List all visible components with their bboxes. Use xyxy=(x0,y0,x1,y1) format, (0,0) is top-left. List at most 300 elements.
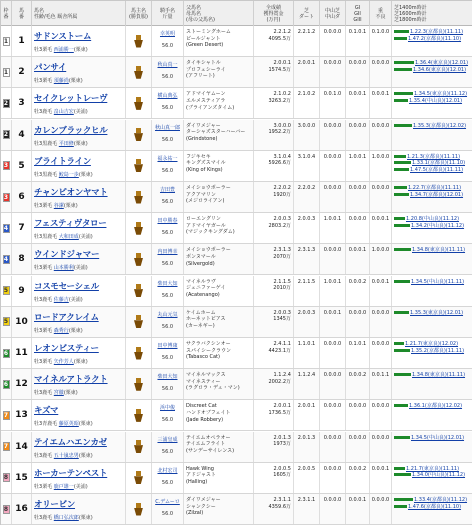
time-bar xyxy=(394,280,410,283)
horse-number: 5 xyxy=(12,151,32,181)
race-time-link[interactable]: 1.47.6(京都良)(11.10) xyxy=(408,503,462,510)
stable-region: (美浦) xyxy=(73,109,88,116)
broodmare-sire: (サンデーサイレンス) xyxy=(186,447,235,454)
jockey-link[interactable]: 田中博康 xyxy=(157,343,178,349)
jockey-cell xyxy=(152,276,184,306)
horse-name-link[interactable]: チャンピオンヤマト xyxy=(34,188,108,198)
time-bar xyxy=(394,342,404,345)
stable-region: (美浦) xyxy=(68,296,83,303)
race-time-link[interactable]: 1.34.7(京都良)(12.01) xyxy=(410,191,464,198)
carried-weight: 56.0 xyxy=(161,355,174,361)
dam-name: ボンヌマール xyxy=(186,253,216,260)
waku-badge: 3 xyxy=(3,193,9,201)
prize-money: 1345万 xyxy=(273,316,291,323)
race-time-link[interactable]: 1.21.3(京都良)(11.11) xyxy=(407,153,461,160)
turf-record: 2.0.0.3 xyxy=(294,213,320,243)
race-time-link[interactable]: 1.34.0(中山良)(11.12) xyxy=(412,472,466,479)
horse-info xyxy=(34,420,125,427)
sire-name: アドマイヤムーン xyxy=(186,91,226,98)
trainer-link[interactable]: 五十嵐忠男 xyxy=(53,452,79,459)
broodmare-sire: (メジロライアン) xyxy=(186,198,225,205)
trainer-link[interactable]: 須藤尚 xyxy=(53,78,69,85)
waku-cell xyxy=(1,26,12,56)
pedigree-cell xyxy=(184,400,254,430)
trainer-link[interactable]: 藤原英昭 xyxy=(58,421,79,428)
waku-cell xyxy=(1,182,12,212)
trainer-link[interactable]: 谷潔 xyxy=(53,203,64,209)
silk-cell xyxy=(126,151,152,181)
time-line xyxy=(394,348,472,355)
times-cell xyxy=(392,57,472,87)
race-time-link[interactable]: 1.33.1(京都良)(11.10) xyxy=(412,160,466,167)
horse-cell xyxy=(32,400,126,430)
horse-name-link[interactable]: キズマ xyxy=(34,406,59,417)
horse-cell xyxy=(32,120,126,150)
time-line xyxy=(394,223,472,230)
turf-record: 2.3.1.3 xyxy=(294,244,320,274)
trainer-link[interactable]: 橋口弘次郎 xyxy=(53,515,79,521)
heavy-record: 0.0.0.0 xyxy=(370,57,392,87)
waku-badge: 2 xyxy=(3,131,9,139)
jockey-link[interactable]: 丸山元気 xyxy=(157,311,178,318)
jockey-cell xyxy=(152,494,184,524)
table-row xyxy=(1,26,472,57)
time-bar xyxy=(394,30,409,33)
coat-color: 鹿毛 xyxy=(42,296,53,303)
sire-name: テイエムオペラオー xyxy=(186,434,231,441)
table-row xyxy=(1,432,472,463)
sire-name: ケイムホーム xyxy=(186,309,216,316)
coat-color: 栗毛 xyxy=(42,327,53,334)
table-row xyxy=(1,400,472,431)
time-line xyxy=(394,167,472,174)
jockey-cell xyxy=(152,244,184,274)
nakayama-record: 0.0.0.0 xyxy=(320,494,346,524)
horse-info xyxy=(34,108,125,115)
times-cell xyxy=(392,494,472,524)
graded-record: 0.0.0.2 xyxy=(346,463,370,493)
prize-money: 4423.1万 xyxy=(268,347,291,354)
stable-region: (栗東) xyxy=(78,452,93,459)
jockey-cell xyxy=(152,307,184,337)
overall-record: 2.4.1.1 xyxy=(273,341,291,347)
horse-info xyxy=(34,358,125,365)
racing-silk-icon xyxy=(134,253,143,266)
race-time-link[interactable]: 1.36.1(京都良)(12.02) xyxy=(409,403,463,410)
carried-weight: 56.0 xyxy=(161,261,174,268)
table-row xyxy=(1,463,472,494)
sex-age: 牡3 xyxy=(34,265,43,272)
jockey-link[interactable]: C.デムーロ xyxy=(155,499,180,505)
jockey-link[interactable]: 吉田豊 xyxy=(159,187,175,193)
waku-badge: 5 xyxy=(3,287,9,295)
time-line xyxy=(394,435,472,442)
graded-record: 0.0.0.2 xyxy=(346,276,370,306)
race-time-link[interactable]: 1.34.6(東京良)(12.01) xyxy=(413,66,467,73)
racing-silk-icon xyxy=(134,66,143,79)
silk-cell xyxy=(126,26,152,56)
stable-region: (栗東) xyxy=(73,47,88,53)
horse-number: 10 xyxy=(12,307,32,337)
waku-badge: 8 xyxy=(3,505,9,513)
coat-color: 栗毛 xyxy=(42,483,53,490)
jockey-cell xyxy=(152,57,184,87)
time-bar xyxy=(394,155,406,158)
racing-silk-icon xyxy=(134,503,143,516)
horse-info xyxy=(34,327,125,334)
waku-cell xyxy=(1,151,12,181)
waku-cell xyxy=(1,463,12,493)
race-time-link[interactable]: 1.21.7(東京良)(11.11) xyxy=(406,465,460,472)
header-pedigree: 父馬名 母馬名 (母の父馬名) xyxy=(184,1,254,26)
jockey-cell xyxy=(152,182,184,212)
prize-money: 1920万 xyxy=(273,191,291,198)
sex-age: 牡3 xyxy=(34,234,43,241)
times-cell xyxy=(392,151,472,181)
header-num: 馬 番 xyxy=(12,1,32,26)
horse-number: 1 xyxy=(12,26,32,56)
times-cell xyxy=(392,88,472,118)
time-bar xyxy=(394,473,411,476)
time-line xyxy=(394,403,472,410)
dam-name: テイエムフライト xyxy=(186,441,226,448)
trainer-link[interactable]: 森秀行 xyxy=(53,327,69,334)
race-time-link[interactable]: 1.35.4(中山良)(12.01) xyxy=(409,97,463,104)
record-cell xyxy=(254,369,294,399)
horse-cell xyxy=(32,307,126,337)
pedigree-cell xyxy=(184,213,254,243)
time-bar xyxy=(394,68,412,71)
jockey-cell xyxy=(152,400,184,430)
horse-name-link[interactable]: ロードアクレイム xyxy=(34,312,99,323)
turf-record: 2.0.1.3 xyxy=(294,432,320,462)
pedigree-cell xyxy=(184,182,254,212)
times-cell xyxy=(392,244,472,274)
turf-record: 3.0.0.0 xyxy=(294,120,320,150)
horse-name-link[interactable]: マイネルアトラクト xyxy=(34,375,108,386)
carried-weight: 56.0 xyxy=(161,323,174,330)
jockey-cell xyxy=(152,432,184,462)
nakayama-record: 0.0.1.0 xyxy=(320,88,346,118)
jockey-link[interactable]: 浜中俊 xyxy=(159,405,175,412)
waku-cell xyxy=(1,120,12,150)
horse-cell xyxy=(32,26,126,56)
pedigree-cell xyxy=(184,494,254,524)
horse-name-link[interactable]: フェスティヴタロー xyxy=(34,219,107,230)
coat-color: 栗毛 xyxy=(42,265,53,272)
jockey-link[interactable]: 三浦皇成 xyxy=(157,436,178,443)
time-line xyxy=(394,310,472,317)
record-cell xyxy=(254,213,294,243)
race-time-link[interactable]: 1.47.5(京都良)(11.11) xyxy=(410,166,464,173)
jockey-link[interactable]: 秋山真一 xyxy=(157,62,178,69)
horse-name-link[interactable]: コスモセーシェル xyxy=(34,281,99,292)
racing-silk-icon xyxy=(134,159,143,172)
times-cell xyxy=(392,338,472,368)
table-row xyxy=(1,120,472,151)
jockey-link[interactable]: 秋山真一郎 xyxy=(154,124,180,131)
coat-color: 栗毛 xyxy=(42,47,53,53)
waku-cell xyxy=(1,494,12,524)
sire-name: Hawk Wing xyxy=(186,465,214,472)
trainer-link[interactable]: 平田修 xyxy=(58,140,74,147)
waku-badge: 7 xyxy=(3,411,9,419)
time-line xyxy=(394,91,472,98)
header-waku: 枠 番 xyxy=(1,1,12,26)
waku-badge: 6 xyxy=(3,380,9,388)
record-cell xyxy=(254,244,294,274)
horse-number: 6 xyxy=(12,182,32,212)
graded-record: 0.0.0.1 xyxy=(346,494,370,524)
trainer-link[interactable]: 畠山吉宏 xyxy=(53,109,74,116)
heavy-record: 0.0.0.1 xyxy=(370,276,392,306)
horse-cell xyxy=(32,463,126,493)
record-cell xyxy=(254,276,294,306)
broodmare-sire: (Tabasco Cat) xyxy=(186,354,220,361)
sire-name: マイネルマックス xyxy=(186,372,226,379)
heavy-record: 0.1.0.0 xyxy=(370,26,392,56)
sex-age: 牡3 xyxy=(34,47,43,53)
horse-number: 3 xyxy=(12,88,32,118)
turf-record: 2.2.0.2 xyxy=(294,182,320,212)
race-time-link[interactable]: 1.22.7(京都良)(11.11) xyxy=(408,185,462,191)
broodmare-sire: (Green Desert) xyxy=(186,42,224,49)
graded-record: 0.1.0.1 xyxy=(346,26,370,56)
nakayama-record: 1.0.0.1 xyxy=(320,276,346,306)
graded-record: 0.0.0.0 xyxy=(346,307,370,337)
coat-color: 鹿毛 xyxy=(42,109,53,116)
horse-cell xyxy=(32,151,126,181)
broodmare-sire: (アフリート) xyxy=(186,73,215,80)
jockey-cell xyxy=(152,369,184,399)
trainer-link[interactable]: 鹿戸雄一 xyxy=(53,483,74,490)
broodmare-sire: (King of Kings) xyxy=(186,166,223,173)
race-time-link[interactable]: 1.35.3(京都良)(12.02) xyxy=(413,122,467,129)
record-cell xyxy=(254,88,294,118)
horse-name-link[interactable]: ウインドジャマー xyxy=(34,250,100,261)
race-time-link[interactable]: 1.22.3(京都良)(11.11) xyxy=(410,29,464,35)
overall-record: 2.0.0.3 xyxy=(273,216,291,223)
waku-cell xyxy=(1,432,12,462)
jockey-link[interactable]: 柴田大知 xyxy=(157,374,178,381)
race-time-link[interactable]: 1.20.8(中山良)(11.12) xyxy=(406,216,460,223)
prize-money: 2803.2万 xyxy=(268,222,291,229)
race-time-link[interactable]: 1.35.3(東京良)(12.01) xyxy=(410,309,464,316)
coat-color: 黒鹿毛 xyxy=(42,234,58,241)
race-time-link[interactable]: 1.21.7(東京良)(12.02) xyxy=(405,341,459,347)
race-time-link[interactable]: 1.47.2(京都良)(11.10) xyxy=(408,35,462,42)
race-time-link[interactable]: 1.36.4(東京良)(12.01) xyxy=(415,60,469,67)
nakayama-record: 1.0.0.1 xyxy=(320,213,346,243)
jockey-cell xyxy=(152,120,184,150)
time-bar xyxy=(394,161,411,164)
times-cell xyxy=(392,307,472,337)
nakayama-record: 0.0.0.0 xyxy=(320,57,346,87)
pedigree-cell xyxy=(184,151,254,181)
waku-cell xyxy=(1,244,12,274)
waku-cell xyxy=(1,307,12,337)
sex-age: 牡3 xyxy=(34,390,43,397)
pedigree-cell xyxy=(184,463,254,493)
horse-cell xyxy=(32,244,126,274)
racing-silk-icon xyxy=(134,315,143,328)
prize-money: 3263.2万 xyxy=(268,97,291,104)
waku-badge: 5 xyxy=(3,318,9,326)
waku-badge: 1 xyxy=(3,37,9,45)
race-time-link[interactable]: 1.34.2(中山良)(11.12) xyxy=(411,222,465,229)
time-line xyxy=(394,29,472,36)
silk-cell xyxy=(126,213,152,243)
broodmare-sire: (マジックキングダム) xyxy=(186,229,235,236)
carried-weight: 56.0 xyxy=(161,417,174,424)
overall-record: 2.3.1.3 xyxy=(273,247,291,254)
jockey-link[interactable]: 田中勝春 xyxy=(157,218,178,225)
table-row xyxy=(1,307,472,338)
race-time-link[interactable]: 1.35.2(京都良)(11.11) xyxy=(411,347,465,354)
jockey-link[interactable]: 内田博幸 xyxy=(157,249,178,256)
header-jockey: 騎手名 斤量 xyxy=(152,1,184,26)
horse-number: 7 xyxy=(12,213,32,243)
horse-number: 12 xyxy=(12,369,32,399)
trainer-link[interactable]: 大和田成 xyxy=(58,234,79,241)
dam-name: ホーネットピアス xyxy=(186,316,226,323)
stable-region: (栗東) xyxy=(78,421,93,428)
carried-weight: 56.0 xyxy=(161,74,174,81)
horse-info xyxy=(34,264,125,271)
trainer-link[interactable]: 西浦勝一 xyxy=(53,47,74,53)
prize-money: 2070万 xyxy=(273,253,291,260)
horse-number: 11 xyxy=(12,338,32,368)
sire-name: ダイワメジャー xyxy=(186,497,221,503)
waku-badge: 4 xyxy=(3,224,9,232)
time-bar xyxy=(394,61,414,64)
stable-region: (美浦) xyxy=(73,265,88,272)
jockey-link[interactable]: 幸英明 xyxy=(159,31,175,37)
record-cell xyxy=(254,463,294,493)
graded-record: 0.0.0.2 xyxy=(346,369,370,399)
racing-silk-icon xyxy=(134,35,143,48)
sire-name: ダイワメジャー xyxy=(186,122,221,129)
nakayama-record: 0.0.0.0 xyxy=(320,338,346,368)
carried-weight: 56.0 xyxy=(161,105,174,112)
graded-record: 0.0.0.0 xyxy=(346,120,370,150)
record-cell xyxy=(254,494,294,524)
pedigree-cell xyxy=(184,338,254,368)
pedigree-cell xyxy=(184,26,254,56)
trainer-link[interactable]: 佐藤吉 xyxy=(53,296,69,303)
dam-name: アドジャスト xyxy=(186,472,216,479)
prize-money: 1973万 xyxy=(273,441,291,448)
jockey-link[interactable]: 柴田大知 xyxy=(157,280,178,287)
prize-money: 1605万 xyxy=(273,472,291,479)
turf-record: 2.0.0.1 xyxy=(294,57,320,87)
horse-name-link[interactable]: セイクレットレーヴ xyxy=(34,94,108,105)
heavy-record: 0.0.0.0 xyxy=(370,120,392,150)
jockey-link[interactable]: 北村宏司 xyxy=(157,467,178,474)
horse-cell xyxy=(32,88,126,118)
header-name: 馬名 性齢/毛色 厩舎所属 xyxy=(32,1,126,26)
record-cell xyxy=(254,400,294,430)
carried-weight: 56.0 xyxy=(161,479,174,486)
trainer-link[interactable]: 矢作芳人 xyxy=(53,359,74,365)
turf-record: 2.0.0.5 xyxy=(294,463,320,493)
horse-name-link[interactable]: カレンブラックヒル xyxy=(34,125,108,136)
times-cell xyxy=(392,213,472,243)
heavy-record: 0.0.0.1 xyxy=(370,88,392,118)
horse-name-link[interactable]: パンサイ xyxy=(34,63,67,74)
race-time-link[interactable]: 1.34.5(中山良)(12.01) xyxy=(411,434,465,441)
waku-badge: 7 xyxy=(3,443,9,451)
trainer-link[interactable]: 鮫島一歩 xyxy=(58,171,79,178)
time-line xyxy=(394,98,472,105)
horse-name-link[interactable]: テイエムハエンカゼ xyxy=(34,437,107,448)
time-bar xyxy=(394,498,413,501)
times-cell xyxy=(392,369,472,399)
stable-region: (栗東) xyxy=(63,390,78,397)
time-line xyxy=(394,67,472,74)
race-time-link[interactable]: 1.34.5(東京良)(11.12) xyxy=(414,91,468,98)
horse-name-link[interactable]: レオンビスティー xyxy=(34,344,99,354)
time-bar xyxy=(394,467,405,470)
race-time-link[interactable]: 1.33.4(京都良)(11.12) xyxy=(414,497,468,503)
waku-badge: 4 xyxy=(3,255,9,263)
turf-record: 2.0.0.3 xyxy=(294,307,320,337)
silk-cell xyxy=(126,88,152,118)
pedigree-cell xyxy=(184,57,254,87)
turf-record: 2.1.0.2 xyxy=(294,88,320,118)
turf-record: 1.1.0.1 xyxy=(294,338,320,368)
waku-badge: 1 xyxy=(3,68,9,76)
sex-age: 牡3 xyxy=(34,109,43,116)
race-time-link[interactable]: 1.34.8(東京良)(11.11) xyxy=(412,247,466,254)
table-row xyxy=(1,276,472,307)
trainer-link[interactable]: 宮徹 xyxy=(53,390,64,397)
dam-name: ジェニファーゲイ xyxy=(186,285,226,292)
jockey-link[interactable]: 福永祐一 xyxy=(157,155,178,162)
coat-color: 鹿毛 xyxy=(42,390,53,397)
silk-cell xyxy=(126,120,152,150)
waku-cell xyxy=(1,213,12,243)
time-bar xyxy=(394,168,409,171)
dam-name: エルメスティアラ xyxy=(186,97,226,104)
prize-money: 1736.5万 xyxy=(268,409,291,416)
silk-cell xyxy=(126,400,152,430)
time-bar xyxy=(394,99,408,102)
race-time-link[interactable]: 1.34.8(東京良)(11.11) xyxy=(412,372,466,379)
horse-name-link[interactable]: ホーカーテンペスト xyxy=(34,468,108,479)
overall-record: 2.2.1.2 xyxy=(273,29,291,35)
jockey-link[interactable]: 横山典弘 xyxy=(157,93,178,100)
racing-silk-icon xyxy=(134,191,143,204)
horse-name-link[interactable]: ブライトライン xyxy=(34,156,91,167)
horse-name-link[interactable]: サドンストーム xyxy=(34,32,92,42)
times-cell xyxy=(392,400,472,430)
broodmare-sire: (Jade Robbery) xyxy=(186,416,224,423)
dam-name: アクアマリン xyxy=(186,191,216,198)
stable-region: (栗東) xyxy=(68,78,83,85)
nakayama-record: 0.0.0.1 xyxy=(320,307,346,337)
race-time-link[interactable]: 1.34.5(中山良)(11.11) xyxy=(411,278,465,285)
prize-money: 1952.2万 xyxy=(268,129,291,136)
horse-info xyxy=(34,233,125,240)
heavy-record: 0.0.1.1 xyxy=(370,369,392,399)
horse-name-link[interactable]: オリービン xyxy=(34,500,76,510)
sire-name: Discreet Cat xyxy=(186,403,217,410)
jockey-cell xyxy=(152,151,184,181)
trainer-link[interactable]: 山本勝利 xyxy=(53,265,74,272)
graded-record: 0.0.0.0 xyxy=(346,57,370,87)
header-turf-dirt: 芝 ダート xyxy=(294,1,320,26)
